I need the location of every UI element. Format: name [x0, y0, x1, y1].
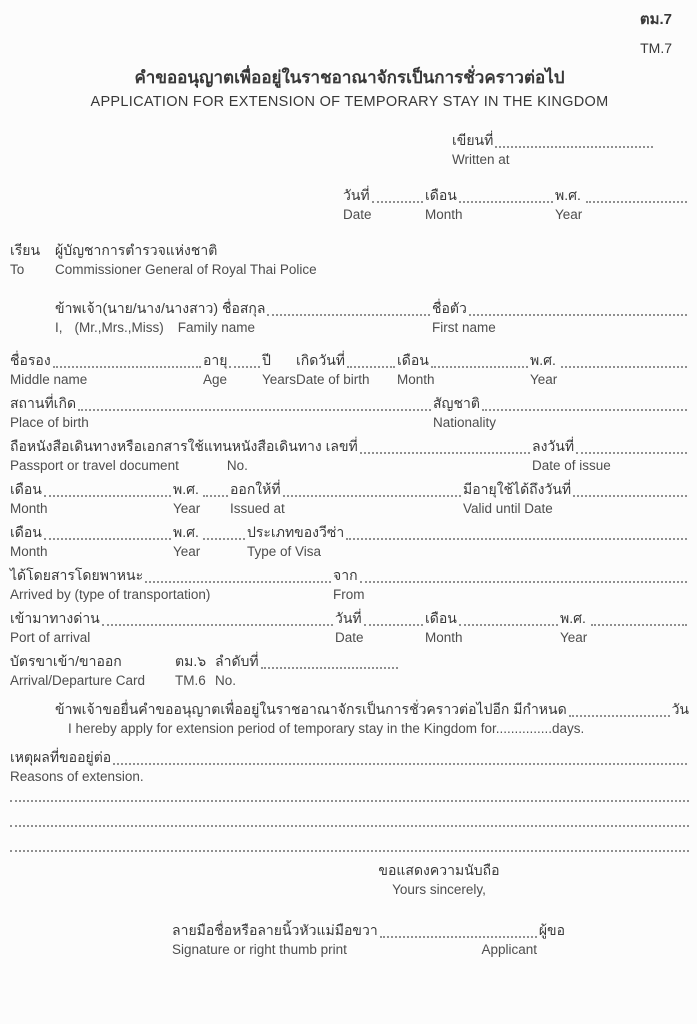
place-of-birth-blank: [78, 409, 431, 411]
issue-year-blank: [203, 495, 228, 497]
written-at-label-en: Written at: [452, 152, 510, 167]
issue-year-label-en: Year: [173, 501, 201, 516]
month-label-th: เดือน: [425, 187, 457, 203]
reasons-label-en: Reasons of extension.: [10, 769, 144, 784]
written-at-blank: [495, 146, 653, 148]
form-code-thai: ตม.7: [639, 11, 672, 28]
arrived-by-label-en: Arrived by (type of transportation): [10, 587, 211, 602]
issue-month-label-en: Month: [10, 501, 48, 516]
issued-at-label-en: Issued at: [230, 501, 285, 516]
birth-date-label-th: เกิดวันที่: [296, 352, 346, 368]
arrival-date-label-en: Date: [335, 630, 364, 645]
birth-date-blank: [347, 366, 395, 368]
commissioner-en: Commissioner General of Royal Thai Police: [55, 262, 317, 277]
to-label-th: เรียน: [10, 242, 41, 258]
form-title-thai: คำขออนุญาตเพื่ออยู่ในราชอาณาจักรเป็นการชั่วคราวต่อไป: [134, 68, 565, 87]
middle-name-label-en: Middle name: [10, 372, 88, 387]
from-blank: [360, 581, 687, 583]
reasons-blank-line-1: [10, 790, 689, 802]
tm6-label-en: TM.6: [175, 673, 206, 688]
arrived-by-blank: [145, 581, 331, 583]
apply-days-blank: [569, 715, 670, 717]
year-label-en: Year: [555, 207, 583, 222]
first-name-blank: [469, 314, 687, 316]
card-no-label-en: No.: [215, 673, 237, 688]
port-of-arrival-label-en: Port of arrival: [10, 630, 91, 645]
form-title-english: APPLICATION FOR EXTENSION OF TEMPORARY STAY IN THE KINGDOM: [90, 94, 609, 110]
apply-days-label-th: วัน: [671, 701, 689, 717]
port-of-arrival-label-th: เข้ามาทางด่าน: [10, 610, 100, 626]
years-label-th: ปี: [262, 352, 271, 368]
issue-month-label-th: เดือน: [10, 481, 42, 497]
date-label-th: วันที่: [343, 187, 370, 203]
visa-year-label-th: พ.ศ.: [173, 524, 199, 540]
addressee-line: [10, 240, 689, 283]
to-label-en: To: [10, 262, 25, 277]
first-name-label-th: ชื่อตัว: [432, 300, 467, 316]
signature-line: [172, 920, 565, 963]
issue-date-blank: [576, 452, 687, 454]
birth-year-blank: [561, 366, 687, 368]
sincerely-th: ขอแสดงความนับถือ: [378, 862, 500, 878]
i-label-en: I,: [55, 320, 63, 335]
issued-at-blank: [283, 495, 461, 497]
written-at-label-th: เขียนที่: [452, 132, 494, 148]
arrived-by-line: [10, 565, 689, 608]
date-blank: [372, 201, 423, 203]
arrival-date-blank: [364, 624, 423, 626]
arrival-month-label-en: Month: [425, 630, 463, 645]
year-label-th: พ.ศ.: [555, 187, 581, 203]
card-no-label-th: ลำดับที่: [215, 653, 259, 669]
name-line: [10, 298, 689, 341]
visa-type-label-th: ประเภทของวีซ่า: [247, 524, 345, 540]
visa-type-label-en: Type of Visa: [247, 544, 322, 559]
birth-year-label-th: พ.ศ.: [530, 352, 556, 368]
port-of-arrival-line: [10, 608, 689, 651]
written-at-line: [452, 130, 655, 173]
years-label-en: Years: [262, 372, 297, 387]
card-no-blank: [261, 667, 398, 669]
signoff-block: [329, 860, 549, 904]
signature-label-th: ลายมือชื่อหรือลายนิ้วหัวแม่มือขวา: [172, 922, 378, 938]
issue-date-label-en: Date of issue: [532, 458, 611, 473]
reasons-blank-line-2: [10, 802, 689, 827]
visa-month-label-th: เดือน: [10, 524, 42, 540]
sincerely-en: Yours sincerely,: [392, 882, 486, 897]
apply-label-en: I hereby apply for extension period of temporary stay in the Kingdom for...............days.: [68, 721, 585, 736]
passport-line: [10, 436, 689, 479]
reasons-label-th: เหตุผลที่ขออยู่ต่อ: [10, 749, 112, 765]
valid-until-label-en: Valid until Date: [463, 501, 553, 516]
card-label-th: บัตรขาเข้า/ขาออก: [10, 653, 122, 669]
place-of-birth-line: [10, 393, 689, 436]
reasons-blank-line-3: [10, 827, 689, 852]
age-label-th: อายุ: [203, 352, 228, 368]
from-label-en: From: [333, 587, 365, 602]
passport-no-label-th: ถือหนังสือเดินทางหรือเอกสารใช้แทนหนังสือเดินทาง เลขที่: [10, 438, 358, 454]
arrival-year-blank: [591, 624, 687, 626]
month-blank: [459, 201, 553, 203]
tm6-label-th: ตม.๖: [175, 653, 207, 669]
middle-name-label-th: ชื่อรอง: [10, 352, 51, 368]
title-options-en: (Mr.,Mrs.,Miss): [74, 320, 164, 335]
birth-date-label-en: Date of birth: [296, 372, 370, 387]
form-code-block: [10, 6, 689, 62]
nationality-label-en: Nationality: [433, 415, 497, 430]
applicant-label-en: Applicant: [481, 942, 537, 957]
apply-extension-line: [10, 699, 689, 742]
issue-date-label-th: ลงวันที่: [532, 438, 575, 454]
valid-until-blank: [573, 495, 687, 497]
nationality-label-th: สัญชาติ: [433, 395, 480, 411]
birth-month-blank: [431, 366, 528, 368]
family-name-blank: [267, 314, 430, 316]
valid-until-label-th: มีอายุใช้ได้ถึงวันที่: [463, 481, 572, 497]
form-code-english: TM.7: [640, 40, 672, 56]
written-date-line: [343, 185, 689, 228]
birth-month-label-th: เดือน: [397, 352, 429, 368]
card-label-en: Arrival/Departure Card: [10, 673, 146, 688]
issue-month-blank: [44, 495, 171, 497]
passport-no-blank: [360, 452, 530, 454]
passport-no-label-en: No.: [226, 458, 248, 473]
visa-year-blank: [203, 538, 245, 540]
arrival-month-blank: [459, 624, 558, 626]
arrived-by-label-th: ได้โดยสารโดยพาหนะ: [10, 567, 144, 583]
place-of-birth-label-en: Place of birth: [10, 415, 89, 430]
signature-label-en: Signature or right thumb print: [172, 942, 347, 957]
middle-name-blank: [53, 366, 201, 368]
place-of-birth-label-th: สถานที่เกิด: [10, 395, 77, 411]
visa-type-blank: [346, 538, 687, 540]
issued-at-label-th: ออกให้ที่: [230, 481, 281, 497]
middle-name-line: [10, 350, 689, 393]
applicant-label-th: ผู้ขอ: [538, 922, 565, 938]
from-label-th: จาก: [333, 567, 358, 583]
port-of-arrival-blank: [102, 624, 333, 626]
visa-month-blank: [44, 538, 171, 540]
passport-label-en: Passport or travel document: [10, 458, 179, 473]
nationality-blank: [482, 409, 687, 411]
arrival-year-label-th: พ.ศ.: [560, 610, 586, 626]
age-blank: [229, 366, 260, 368]
signature-blank: [380, 936, 537, 938]
tm6-card-line: [10, 651, 689, 694]
family-name-label-en: Family name: [177, 320, 256, 335]
issue-year-label-th: พ.ศ.: [173, 481, 199, 497]
arrival-month-label-th: เดือน: [425, 610, 457, 626]
issue-detail-line: [10, 479, 689, 522]
year-blank: [586, 201, 687, 203]
i-family-name-label-th: ข้าพเจ้า(นาย/นาง/นางสาว) ชื่อสกุล: [55, 300, 266, 316]
month-label-en: Month: [425, 207, 463, 222]
birth-year-label-en: Year: [530, 372, 558, 387]
visa-year-label-en: Year: [173, 544, 201, 559]
first-name-label-en: First name: [432, 320, 496, 335]
visa-line: [10, 522, 689, 565]
visa-month-label-en: Month: [10, 544, 48, 559]
apply-label-th: ข้าพเจ้าขอยื่นคำขออนุญาตเพื่ออยู่ในราชอาณาจักรเป็นการชั่วคราวต่อไปอีก มีกำหนด: [55, 701, 567, 717]
age-label-en: Age: [203, 372, 228, 387]
reasons-line: [10, 747, 689, 790]
arrival-year-label-en: Year: [560, 630, 588, 645]
birth-month-label-en: Month: [397, 372, 435, 387]
date-label-en: Date: [343, 207, 372, 222]
commissioner-th: ผู้บัญชาการตำรวจแห่งชาติ: [55, 242, 218, 258]
arrival-date-label-th: วันที่: [335, 610, 362, 626]
reasons-blank: [113, 763, 687, 765]
